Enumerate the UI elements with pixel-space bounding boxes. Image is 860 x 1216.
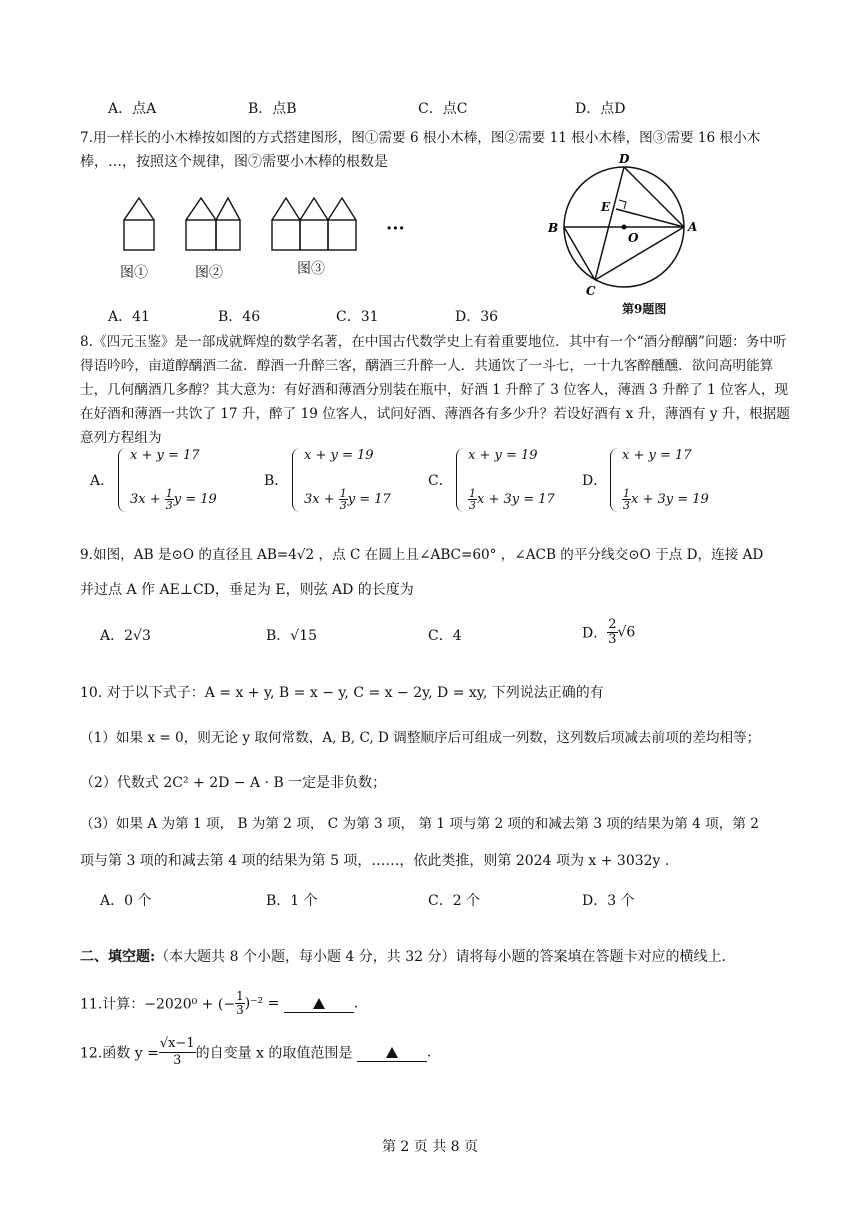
segment-ae: [616, 209, 684, 227]
q10-statement-3-line1: （3）如果 A 为第 1 项， B 为第 2 项， C 为第 3 项， 第 1 项与第 2 项的和减去第 3 项的结果为第 4 项，第 2: [80, 816, 759, 832]
label-e: E: [601, 200, 611, 214]
section2-title: 二、填空题:: [80, 949, 156, 965]
answer-triangle-icon: [386, 1047, 398, 1058]
q7-text-line2: 棒，…，按照这个规律，图⑦需要小木棒的根数是: [80, 154, 388, 170]
q11-text: 11.计算：−2020⁰ + (− $\frac{1}{3}$ )⁻² = .: [80, 989, 359, 1017]
q6-option-a: A．点A: [108, 101, 157, 117]
label-a: A: [688, 220, 698, 234]
label-c: C: [586, 284, 596, 298]
q8-b-eq2: 3x + $\frac{1}{3}$ y = 17: [304, 487, 391, 512]
label-d: D: [619, 152, 630, 166]
q9-text-line1: 9.如图，AB 是⊙O 的直径且 AB=4√2 ，点 C 在圆上且∠ABC=60° ，∠ACB 的平分线交⊙O 于点 D，连接 AD: [80, 547, 764, 563]
q8-option-b-label: B．: [264, 473, 289, 489]
answer-triangle-icon: [313, 998, 325, 1009]
q12-text: 12.函数 y = $\frac{√x-1}{3}$ 的自变量 x 的取值范围是 .: [80, 1036, 432, 1068]
q9-circle-figure: [540, 150, 720, 310]
q8-option-a-label: A．: [90, 473, 115, 489]
q10-option-b: B．1 个: [266, 893, 318, 909]
q7-text-line1: 7.用一样长的小木棒按如图的方式搭建图形，图①需要 6 根小木棒，图②需要 11 根小木棒，图③需要 16 根小木: [80, 130, 761, 146]
figure-3-houses: [272, 198, 356, 250]
figure-1-house: [124, 198, 154, 250]
q8-text: 8.《四元玉鉴》是一部成就辉煌的数学名著，在中国古代数学史上有着重要地位．其中有一个“酒分醇醨”问题：务中听得语吟吟，亩道醇醨酒二盆．醇酒一升醉三客，醨酒三升醉一人．共通饮了一斗七，一十九客醉醺醺．欲问高明能算士，几何醨酒几多醇？其大意为：有好酒和薄酒分别装在瓶中，好酒 1 升醉了 3 位客人，薄酒 3 升醉了 1 位客人，现在好酒和薄酒一共饮了 17 升，醉了 19 位客人，试问好酒、薄酒各有多少升？若设好酒有 x 升，薄酒有 y 升，根据题意列方程组为: [80, 334, 790, 446]
q7-option-d: D．36: [455, 309, 499, 325]
q7-option-c: C．31: [336, 309, 379, 325]
chord-bc: [564, 227, 595, 280]
section2-header: [80, 946, 726, 966]
q8-b-eq1: x + y = 19: [304, 448, 374, 463]
q6-option-b: B．点B: [248, 101, 297, 117]
q7-fig-label-2: 图②: [195, 265, 223, 281]
q8-c-eq1: x + y = 19: [468, 448, 538, 463]
label-o: O: [628, 231, 639, 245]
chord-da: [624, 167, 684, 227]
q7-fig-label-3: 图③: [297, 261, 325, 277]
q7-option-b: B．46: [218, 309, 261, 325]
q6-option-d: D．点D: [575, 101, 626, 117]
q10-option-a: A．0 个: [100, 893, 152, 909]
chord-ca: [595, 227, 684, 280]
page-footer: 第 2 页 共 8 页: [381, 1139, 479, 1155]
chord-cd: [595, 167, 624, 280]
q7-option-a: A．41: [108, 309, 150, 325]
q10-stem: 10. 对于以下式子：A = x + y, B = x − y, C = x − 2y, D = xy, 下列说法正确的有: [80, 685, 604, 701]
q9-option-d: D． $\frac{2}{3}$ √6: [582, 617, 636, 647]
q10-statement-3-line2: 项与第 3 项的和减去第 4 项的结果为第 5 项，……，依此类推，则第 2024 项为 x + 3032y .: [80, 853, 670, 869]
q11-answer-blank: [284, 996, 354, 1013]
right-angle-mark: [619, 200, 626, 209]
q9-option-c: C．4: [428, 628, 462, 644]
q9-text-line2: 并过点 A 作 AE⊥CD，垂足为 E，则弦 AD 的长度为: [80, 582, 414, 598]
q8-a-eq1: x + y = 17: [130, 448, 200, 463]
q8-option-c-label: C．: [428, 473, 453, 489]
q9-option-b: B．√15: [266, 628, 318, 644]
q10-option-d: D．3 个: [582, 893, 635, 909]
q9-option-a: A．2√3: [100, 628, 151, 644]
q7-stick-figures: [110, 190, 430, 260]
q12-answer-blank: [357, 1045, 427, 1062]
q7-ellipsis: ···: [386, 218, 405, 239]
section2-description: （本大题共 8 个小题，每小题 4 分，共 32 分）请将每小题的答案填在答题卡对应的横线上.: [155, 949, 726, 965]
q9-figure-caption: 第9题图: [622, 302, 667, 316]
q10-statement-2: （2）代数式 2C² + 2D − A · B 一定是非负数；: [80, 775, 387, 791]
q8-option-d-label: D．: [582, 473, 608, 489]
q6-option-c: C．点C: [418, 101, 468, 117]
q8-a-eq2: 3x + $\frac{1}{3}$ y = 19: [130, 487, 217, 512]
q8-d-eq1: x + y = 17: [622, 448, 692, 463]
label-b: B: [548, 221, 559, 235]
q10-statement-1: （1）如果 x = 0，则无论 y 取何常数，A, B, C, D 调整顺序后可组成一列数，这列数后项减去前项的差均相等；: [80, 730, 761, 746]
figure-2-houses: [186, 198, 240, 250]
q10-option-c: C．2 个: [428, 893, 481, 909]
q7-fig-label-1: 图①: [120, 265, 148, 281]
q8-c-eq2: $\frac{1}{3}$ x + 3y = 17: [469, 487, 555, 512]
q8-d-eq2: $\frac{1}{3}$ x + 3y = 19: [623, 487, 709, 512]
